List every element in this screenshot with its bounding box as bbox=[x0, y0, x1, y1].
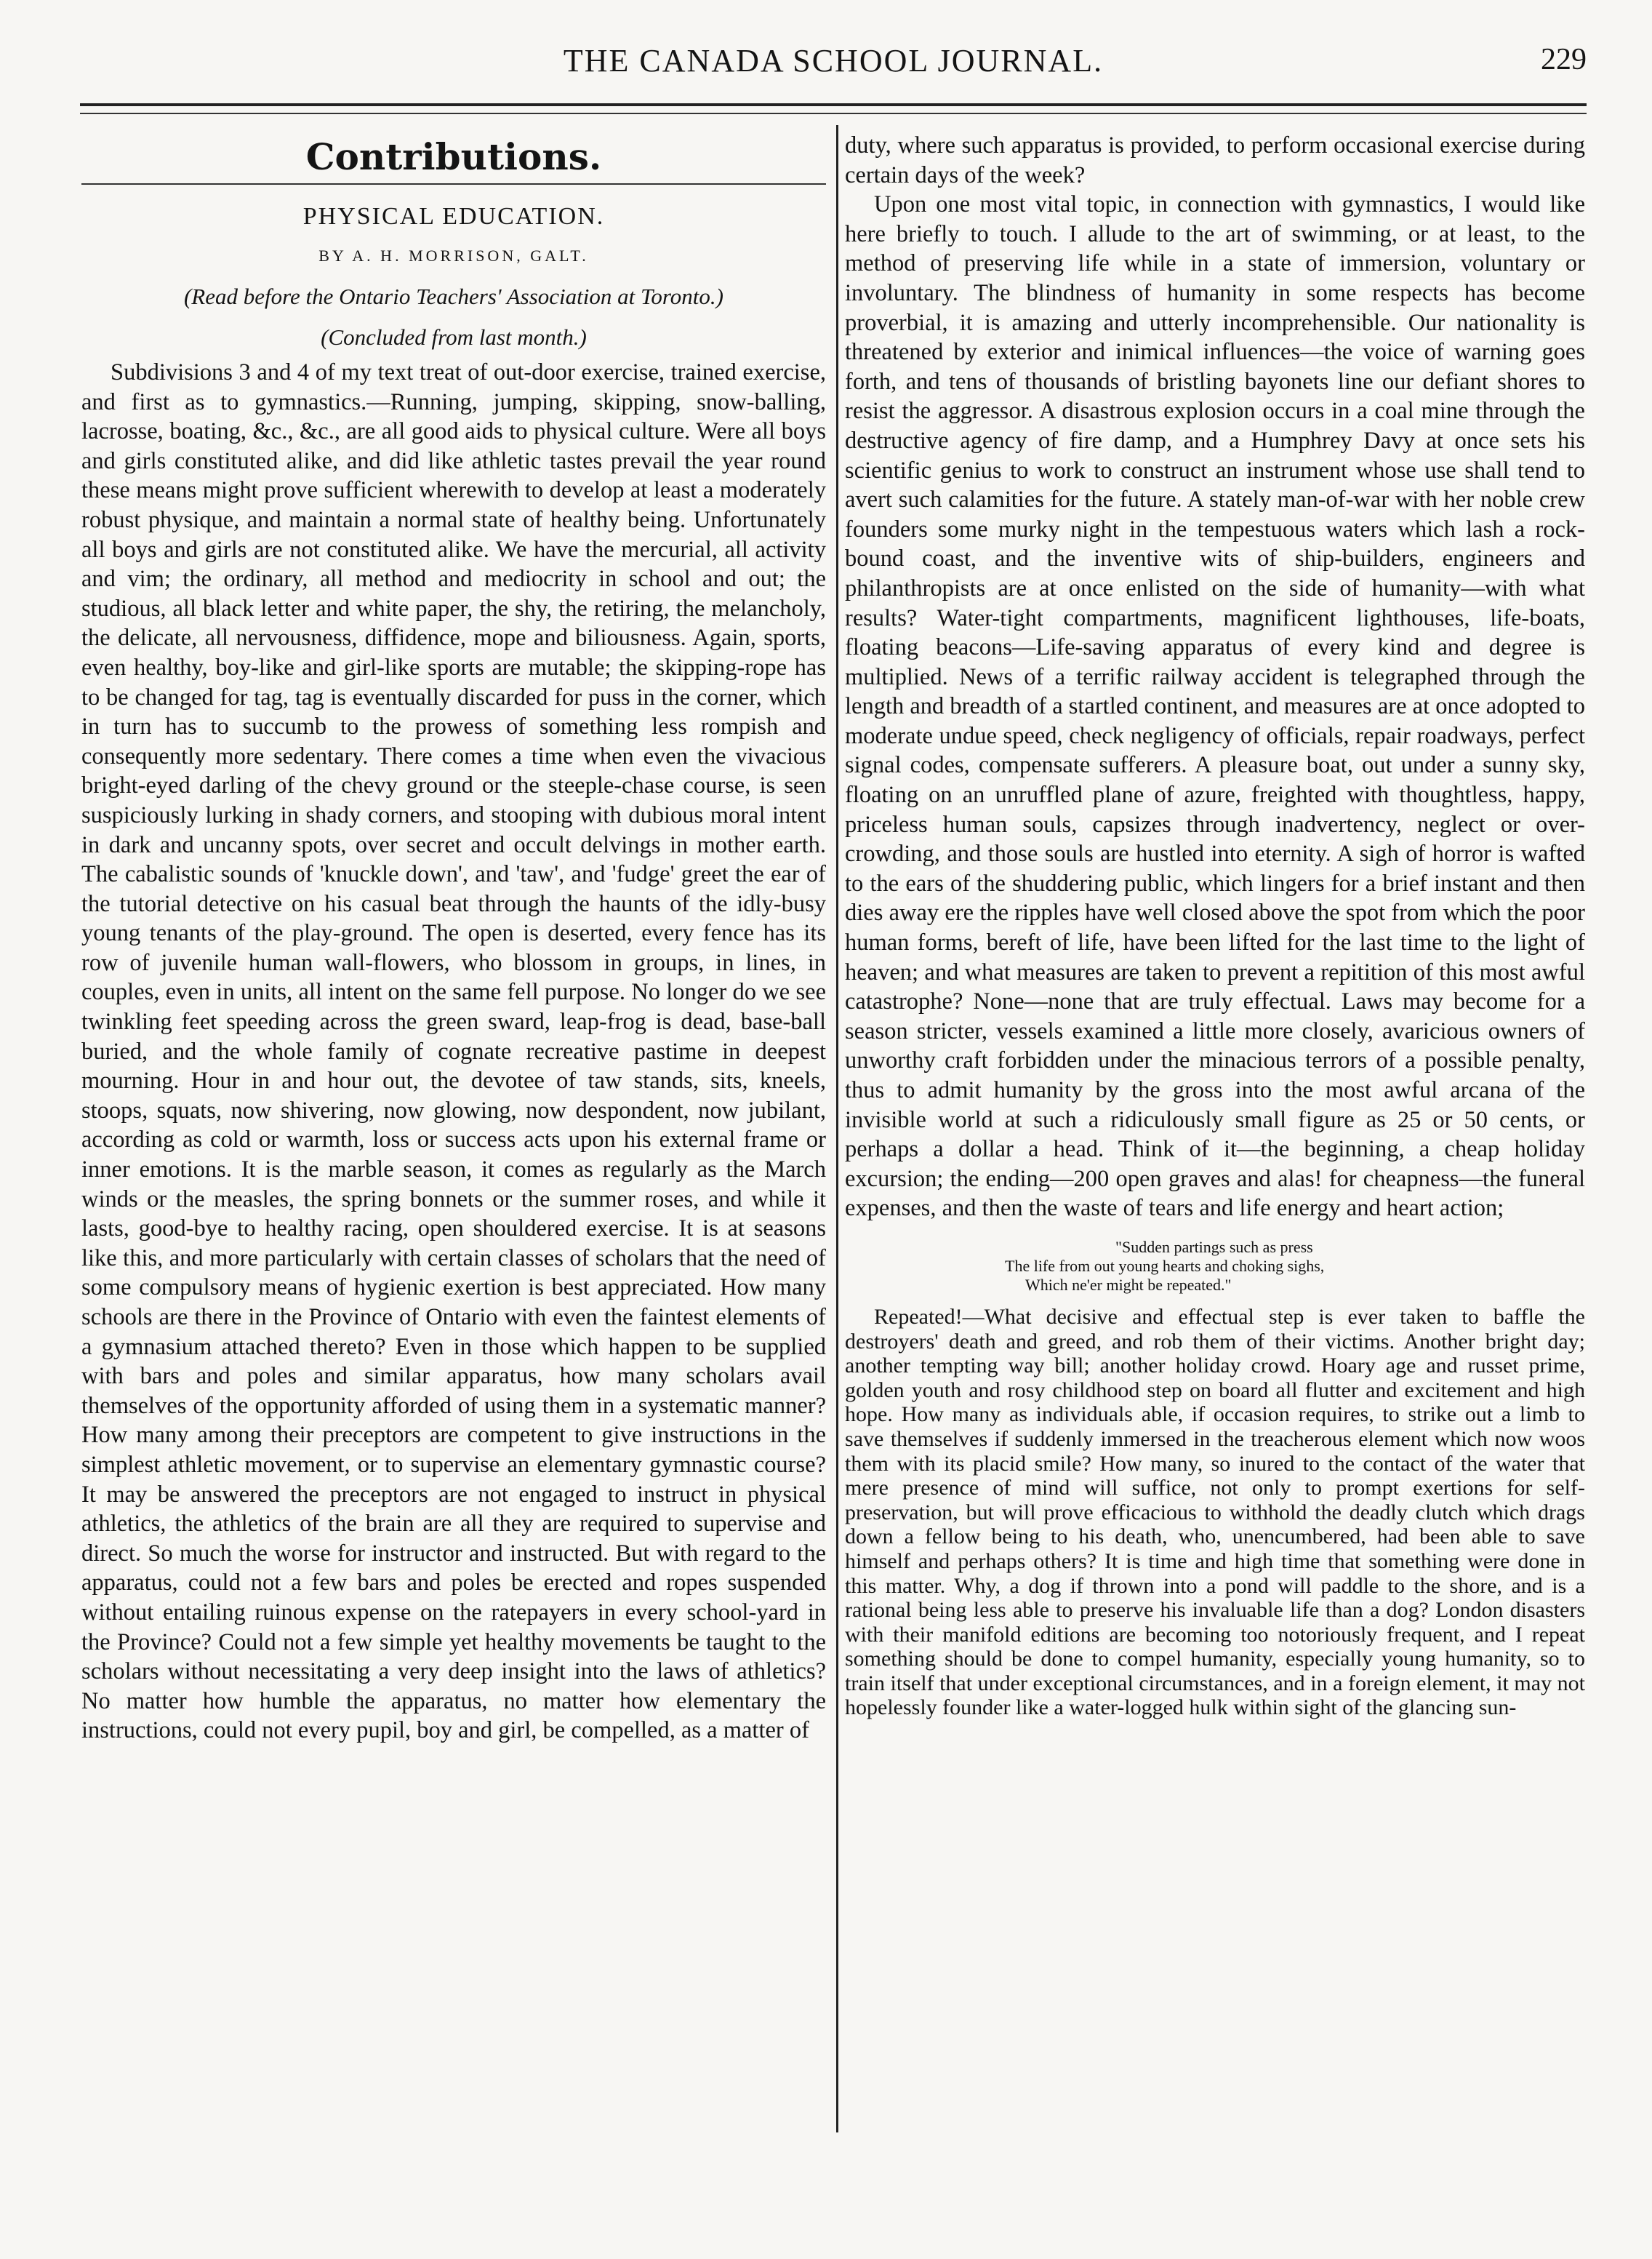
read-note: (Read before the Ontario Teachers' Association at Toronto.) bbox=[183, 284, 723, 309]
verse-line: The life from out young hearts and choking sighs, bbox=[1005, 1256, 1325, 1275]
page-header bbox=[80, 42, 1587, 93]
verse-line: Which ne'er might be repeated." bbox=[1025, 1275, 1232, 1294]
body-paragraph: duty, where such apparatus is provided, to perform occasional exercise during certain days of the week? bbox=[845, 132, 1585, 188]
body-paragraph: Repeated!—What decisive and effectual step is ever taken to baffle the destroyers' death and greed, and rob them of their victims. Another bright day; another tempting way bill; another holiday crowd. Hoary age and russet prime, golden youth and rosy childhood step on board all flutter and excitement and high hope. How many as individuals able, if occasion requires, to strike out a limb to save themselves if suddenly immersed in the treacherous element which now woos them with its placid smile? How many, so inured to the contact of the water that mere presence of mind will suffice, not only to prompt exertions for self-preservation, but will prove efficacious to withhold the deadly clutch which drags down a fellow being to his death, who, unencumbered, had been able to save himself and perhaps others? It is time and high time that something were done in this matter. Why, a dog if thrown into a pond will paddle to the shore, and is a rational being less able to preserve his invaluable life than a dog? London disasters with their manifold editions are becoming too notoriously frequent, and I repeat something should be done to compel humanity, especially young humanity, so to train itself that under exceptional circumstances, and in a foreign element, it may not hopelessly founder like a water-logged hulk within sight of the glancing sun- bbox=[845, 1304, 1585, 1720]
section-heading: Contributions. bbox=[305, 135, 602, 178]
article-byline: BY A. H. MORRISON, GALT. bbox=[318, 247, 589, 265]
section-rule bbox=[81, 183, 826, 185]
right-column bbox=[845, 131, 1585, 1720]
journal-title: THE CANADA SCHOOL JOURNAL. bbox=[563, 43, 1104, 79]
left-column bbox=[81, 131, 826, 1746]
page-number: 229 bbox=[1541, 43, 1587, 76]
verse-line: "Sudden partings such as press bbox=[1115, 1237, 1313, 1256]
body-paragraph: Subdivisions 3 and 4 of my text treat of out-door exercise, trained exercise, and first as to gymnastics.—Running, jumping, skipping, snow-balling, lacrosse, boating, &c., &c., are all good aids to physical culture. Were all boys and girls constituted alike, and did like athletic tastes prevail the year round these means might prove sufficient wherewith to develop at least a moderately robust physique, and maintain a normal state of healthy being. Unfortunately all boys and girls are not constituted alike. We have the mercurial, all activity and vim; the ordinary, all method and mediocrity in school and out; the studious, all black letter and white paper, the shy, the retiring, the melancholy, the delicate, all nervousness, diffidence, mope and biliousness. Again, sports, even healthy, boy-like and girl-like sports are mutable; the skipping-rope has to be changed for tag, tag is eventually discarded for puss in the corner, which in turn has to succumb to the prowess of something less rompish and consequently more sedentary. There comes a time when even the vivacious bright-eyed darling of the chevy ground or the steeple-chase course, is seen suspiciously lurking in shady corners, and stooping with dubious moral intent in dark and uncanny spots, over secret and occult delvings in mother earth. The cabalistic sounds of 'knuckle down', and 'taw', and 'fudge' greet the ear of the tutorial detective on his casual beat through the haunts of the idly-busy young tenants of the play-ground. The open is deserted, every fence has its row of juvenile human wall-flowers, who blossom in groups, in lines, in couples, even in units, all intent on the same fell purpose. No longer do we see twinkling feet speeding across the green sward, leap-frog is dead, base-ball buried, and the whole family of cognate recreative pastime in deepest mourning. Hour in and hour out, the devotee of taw stands, sits, kneels, stoops, squats, now shivering, now glowing, now despondent, now jubilant, according as cold or warmth, loss or success acts upon his external frame or inner emotions. It is the marble season, it comes as regularly as the March winds or the measles, the spring bonnets or the summer roses, and while it lasts, good-bye to healthy racing, open shouldered exercise. It is at seasons like this, and more particularly with certain classes of scholars that the need of some compulsory means of hygienic exertion is best appreciated. How many schools are there in the Province of Ontario with even the faintest elements of a gymnasium attached thereto? Even in those which happen to be supplied with bars and poles and similar apparatus, how many scholars avail themselves of the opportunity afforded of using them in a systematic manner? How many among their preceptors are competent to give instructions in the simplest athletic movement, or to supervise an elementary gymnastic course? It may be answered the preceptors are not engaged to instruct in physical athletics, the athletics of the brain are all they are required to supervise and direct. So much the worse for instructor and instructed. But with regard to the apparatus, could not a few bars and poles be erected and ropes suspended without entailing ruinous expense on the ratepayers in every school-yard in the Province? Could not a few simple yet healthy movements be taught to the scholars without necessitating a very deep insight into the laws of athletics? No matter how humble the apparatus, no matter how elementary the instructions, could not every pupil, boy and girl, be compelled, as a matter of bbox=[81, 359, 826, 1744]
article-title: PHYSICAL EDUCATION. bbox=[302, 203, 605, 230]
header-rule-thick bbox=[80, 103, 1587, 106]
continued-note: (Concluded from last month.) bbox=[321, 324, 587, 350]
header-rule-thin bbox=[80, 113, 1587, 114]
body-paragraph: Upon one most vital topic, in connection with gymnastics, I would like here briefly to touch. I allude to the art of swimming, or at least, to the method of preserving life while in a state of immersion, voluntary or involuntary. The blindness of humanity in some respects has become proverbial, it is amazing and utterly incomprehensible. Our nationality is threatened by exterior and inimical influences—the voice of warning goes forth, and tens of thousands of bristling bayonets line our defiant shores to resist the aggressor. A disastrous explosion occurs in a coal mine through the destructive agency of fire damp, and a Humphrey Davy at once sets his scientific genius to work to construct an instrument whose use shall tend to avert such calamities for the future. A stately man-of-war with her noble crew founders some murky night in the tempestuous waters which lash a rock-bound coast, and the inventive wits of ship-builders, engineers and philanthropists are at once enlisted on the side of humanity—with what results? Water-tight compartments, magnificent lighthouses, life-boats, floating beacons—Life-saving apparatus of every kind and degree is multiplied. News of a terrific railway accident is telegraphed through the length and breadth of a startled continent, and measures are at once adopted to moderate undue speed, check negligency of officials, repair roadways, perfect signal codes, compensate sufferers. A pleasure boat, out under a sunny sky, floating on an unruffled plane of azure, freighted with thoughtless, happy, priceless human souls, capsizes through inadvertency, neglect or over-crowding, and those souls are hustled into eternity. A sigh of horror is wafted to the ears of the shuddering public, which lingers for a brief instant and then dies away ere the ripples have well closed above the spot from which the poor human forms, bereft of life, have been lifted for the last time to the light of heaven; and what measures are taken to prevent a repitition of this most awful catastrophe? None—none that are truly effectual. Laws may become for a season stricter, vessels examined a little more closely, avaricious owners of unworthy craft forbidden under the minacious terrors of a possible penalty, thus to admit humanity by the gross into the most awful arcana of the invisible world at such a ridiculously small figure as 25 or 50 cents, or perhaps a dollar a head. Think of it—the beginning, a cheap holiday excursion; the ending—200 open graves and alas! for cheapness—the funeral expenses, and then the waste of tears and life energy and heart action; bbox=[845, 191, 1585, 1222]
verse-quote bbox=[845, 1238, 1585, 1295]
column-divider bbox=[836, 125, 838, 2132]
